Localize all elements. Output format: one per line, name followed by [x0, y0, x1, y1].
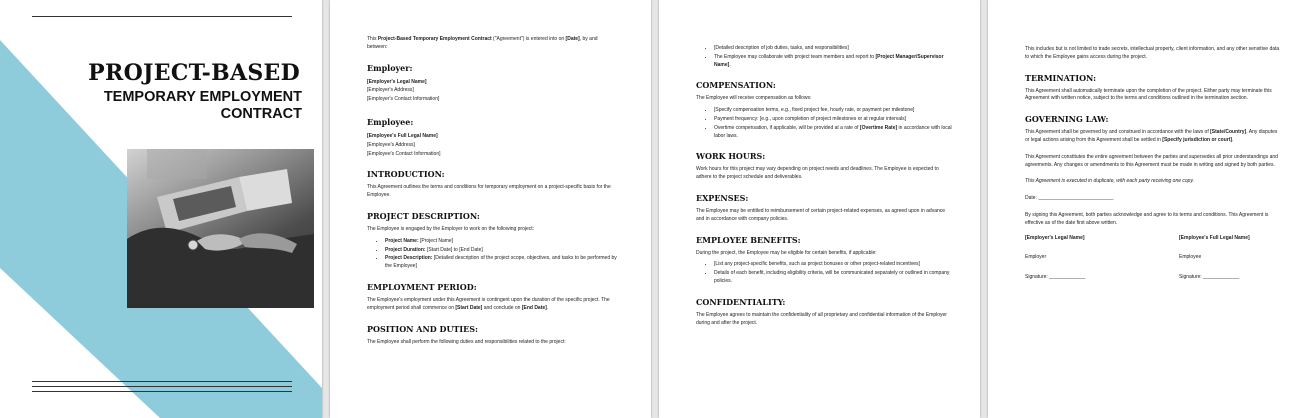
confidentiality-continued-text: This includes but is not limited to trade secrets, intellectual property, client information, and any other sensitive data to which the Employee gains access during the project.	[1025, 46, 1280, 60]
document-page-2	[330, 0, 651, 418]
entire-agreement-text: This Agreement constitutes the entire agreement between the parties and supersedes all prior understandings and agreements. Any changes or amendments to this Agreement must be made in writing and signed by both parties.	[1025, 153, 1278, 168]
work-hours-text: Work hours for this project may vary depending on project needs and deadlines. The Employee is expected to adhere to the project schedule and deliverables.	[696, 166, 939, 181]
employer-signature-role: Employer	[1025, 254, 1047, 261]
employee-benefits-heading: EMPLOYEE BENEFITS:	[696, 234, 801, 245]
employee-heading: Employee:	[367, 116, 414, 127]
employee-name: [Employee's Full Legal Name]	[367, 132, 438, 139]
page-3-content	[696, 45, 954, 331]
termination-text: This Agreement shall automatically terminate upon the completion of the project. Either party may terminate this Agreement with written notice, subject to the terms and conditions outlined in the termination section.	[1025, 87, 1272, 102]
employer-heading: Employer:	[367, 62, 413, 73]
expenses-heading: EXPENSES:	[696, 192, 749, 203]
list-item: • Details of each benefit, including eligibility criteria, will be communicated separately or outlined in company policies.	[714, 270, 954, 286]
list-item: • The Employee may collaborate with project team members and report to [Project Manager/Supervisor Name].	[714, 54, 954, 70]
employer-signature-line: Signature: _____________	[1025, 274, 1086, 281]
position-duties-heading: POSITION AND DUTIES:	[367, 323, 478, 334]
introduction-heading: INTRODUCTION:	[367, 169, 445, 180]
project-items-list	[367, 238, 617, 271]
compensation-heading: COMPENSATION:	[696, 80, 776, 91]
employee-signature-column	[1179, 235, 1283, 294]
cover-page	[0, 0, 322, 418]
cover-photo-handshake	[127, 149, 314, 308]
employer-contact: [Employer's Contact Information]	[367, 96, 440, 103]
page-4-content	[1025, 46, 1283, 294]
page-2-content	[367, 36, 617, 350]
employer-name: [Employer's Legal Name]	[367, 78, 427, 85]
project-description-text: The Employee is engaged by the Employer to work on the following project:	[367, 225, 535, 232]
list-item: • [Specify compensation terms, e.g., fixed project fee, hourly rate, or payment per milestone]	[714, 107, 954, 115]
confidentiality-heading: CONFIDENTIALITY:	[696, 296, 786, 307]
employee-contact: [Employee's Contact Information]	[367, 150, 441, 157]
cover-title-line2: TEMPORARY EMPLOYMENT	[103, 89, 302, 105]
signing-text: By signing this Agreement, both parties acknowledge and agree to its terms and conditions. This Agreement is effective as of the date first above written.	[1025, 211, 1269, 226]
duplicate-text: This Agreement is executed in duplicate, with each party receiving one copy.	[1025, 178, 1194, 185]
list-item: • Payment frequency: [e.g., upon completion of project milestones or at regular intervals]	[714, 116, 954, 124]
cover-top-rule	[32, 16, 292, 17]
employment-period-text: The Employee's employment under this Agreement is contingent upon the duration of the specific project. The employment period shall commence on [Start Date] and conclude on [End Date].	[367, 296, 610, 311]
document-page-4	[988, 0, 1310, 418]
termination-heading: TERMINATION:	[1025, 72, 1097, 83]
list-item: • Project Duration: [Start Date] to [End Date]	[385, 247, 617, 255]
list-item: • Project Description: [Detailed description of the project scope, objectives, and tasks to be performed by the Employee]	[385, 255, 617, 271]
list-item: • [List any project-specific benefits, such as project bonuses or other project-related incentives]	[714, 261, 954, 269]
employee-benefits-text: During the project, the Employee may be eligible for certain benefits, if applicable:	[696, 249, 877, 256]
cover-title-line1: PROJECT-BASED	[88, 60, 300, 86]
expenses-text: The Employee may be entitled to reimbursement of certain project-related expenses, as agreed upon in advance and in accordance with company policies.	[696, 207, 946, 222]
compensation-text: The Employee will receive compensation as follows:	[696, 95, 812, 102]
employer-signature-name: [Employer's Legal Name]	[1025, 234, 1085, 241]
employer-address: [Employer's Address]	[367, 87, 414, 94]
compensation-list	[696, 107, 954, 140]
employee-address: [Employee's Address]	[367, 141, 415, 148]
employment-period-heading: EMPLOYMENT PERIOD:	[367, 281, 477, 292]
signature-block	[1025, 235, 1283, 294]
list-item: • [Detailed description of job duties, tasks, and responsibilities]	[714, 45, 954, 53]
cover-title-subtitle	[42, 89, 302, 123]
benefits-list	[696, 261, 954, 285]
project-description-heading: PROJECT DESCRIPTION:	[367, 210, 480, 221]
cover-title-line3: CONTRACT	[220, 106, 302, 122]
employee-signature-line: Signature: _____________	[1179, 274, 1240, 281]
employee-signature-name: [Employee's Full Legal Name]	[1179, 234, 1250, 241]
list-item: • Overtime compensation, if applicable, will be provided at a rate of [Overtime Rate] in accordance with local labor laws.	[714, 125, 954, 141]
position-duties-text: The Employee shall perform the following duties and responsibilities related to the project:	[367, 338, 566, 345]
document-page-3	[659, 0, 980, 418]
date-line: Date: ___________________________	[1025, 195, 1114, 202]
work-hours-heading: WORK HOURS:	[696, 151, 766, 162]
governing-law-text: This Agreement shall be governed by and construed in accordance with the laws of [State/Country]. Any disputes or legal actions arising from this Agreement shall be settled in [Specify jurisdiction or court].	[1025, 129, 1278, 143]
employer-signature-column	[1025, 235, 1145, 294]
introduction-text: This Agreement outlines the terms and conditions for temporary employment on a project-specific basis for the Employee.	[367, 184, 611, 199]
confidentiality-text: The Employee agrees to maintain the confidentiality of all proprietary and confidential information of the Employer during and after the project.	[696, 311, 947, 326]
intro-paragraph: This Project-Based Temporary Employment Contract ("Agreement") is entered into on [Date], by and between:	[367, 36, 598, 50]
duties-list	[696, 45, 954, 69]
cover-bottom-rules	[32, 381, 292, 396]
list-item: • Project Name: [Project Name]	[385, 238, 617, 246]
employee-signature-role: Employee	[1179, 254, 1202, 261]
governing-law-heading: GOVERNING LAW:	[1025, 114, 1109, 125]
